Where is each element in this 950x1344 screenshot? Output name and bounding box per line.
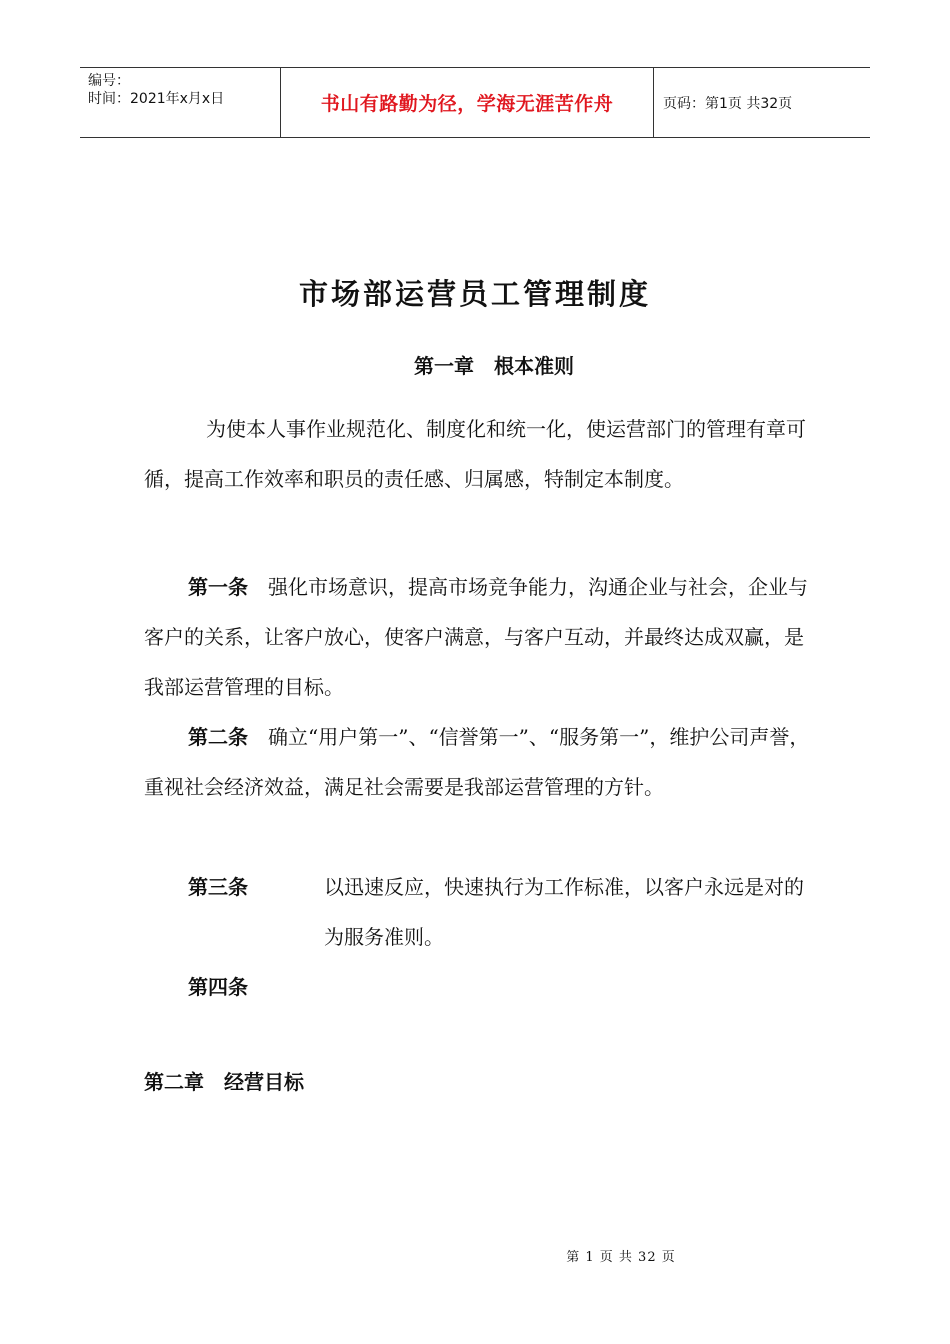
article-1-label: 第一条: [188, 575, 248, 599]
article-1-text: 强化市场意识，提高市场竞争能力，沟通企业与社会，企业与客户的关系，让客户放心，使客户满意，与客户互动，并最终达成双赢，是我部运营管理的目标。: [144, 575, 808, 699]
article-1: [144, 562, 810, 712]
article-3-text: 以迅速反应，快速执行为工作标准，以客户永远是对的为服务准则。: [324, 875, 804, 949]
article-2: [144, 712, 810, 812]
article-3-label: 第三条: [188, 875, 248, 899]
chapter-2-heading: 第二章 经营目标: [144, 1070, 304, 1094]
article-2-text: 确立“用户第一”、“信誉第一”、“服务第一”，维护公司声誉，重视社会经济效益，满足社会需要是我部运营管理的方针。: [144, 725, 810, 799]
document-title: 市场部运营员工管理制度: [298, 277, 651, 311]
document-header: [80, 67, 870, 138]
intro-paragraph: 为使本人事作业规范化、制度化和统一化，使运营部门的管理有章可循，提高工作效率和职员的责任感、归属感，特制定本制度。: [144, 417, 806, 491]
article-4-label: 第四条: [188, 975, 248, 999]
page-footer: 第 1 页 共 32 页: [566, 1250, 676, 1265]
chapter-1-heading: 第一章 根本准则: [414, 354, 574, 378]
header-page-info: 页码：第1页 共32页: [663, 95, 793, 112]
header-motto: 书山有路勤为径，学海无涯苦作舟: [281, 68, 654, 137]
article-2-label: 第二条: [188, 725, 248, 749]
header-meta: [80, 68, 281, 137]
number-label: 编号：: [88, 73, 130, 89]
time-label: 时间：2021年x月x日: [88, 91, 225, 107]
